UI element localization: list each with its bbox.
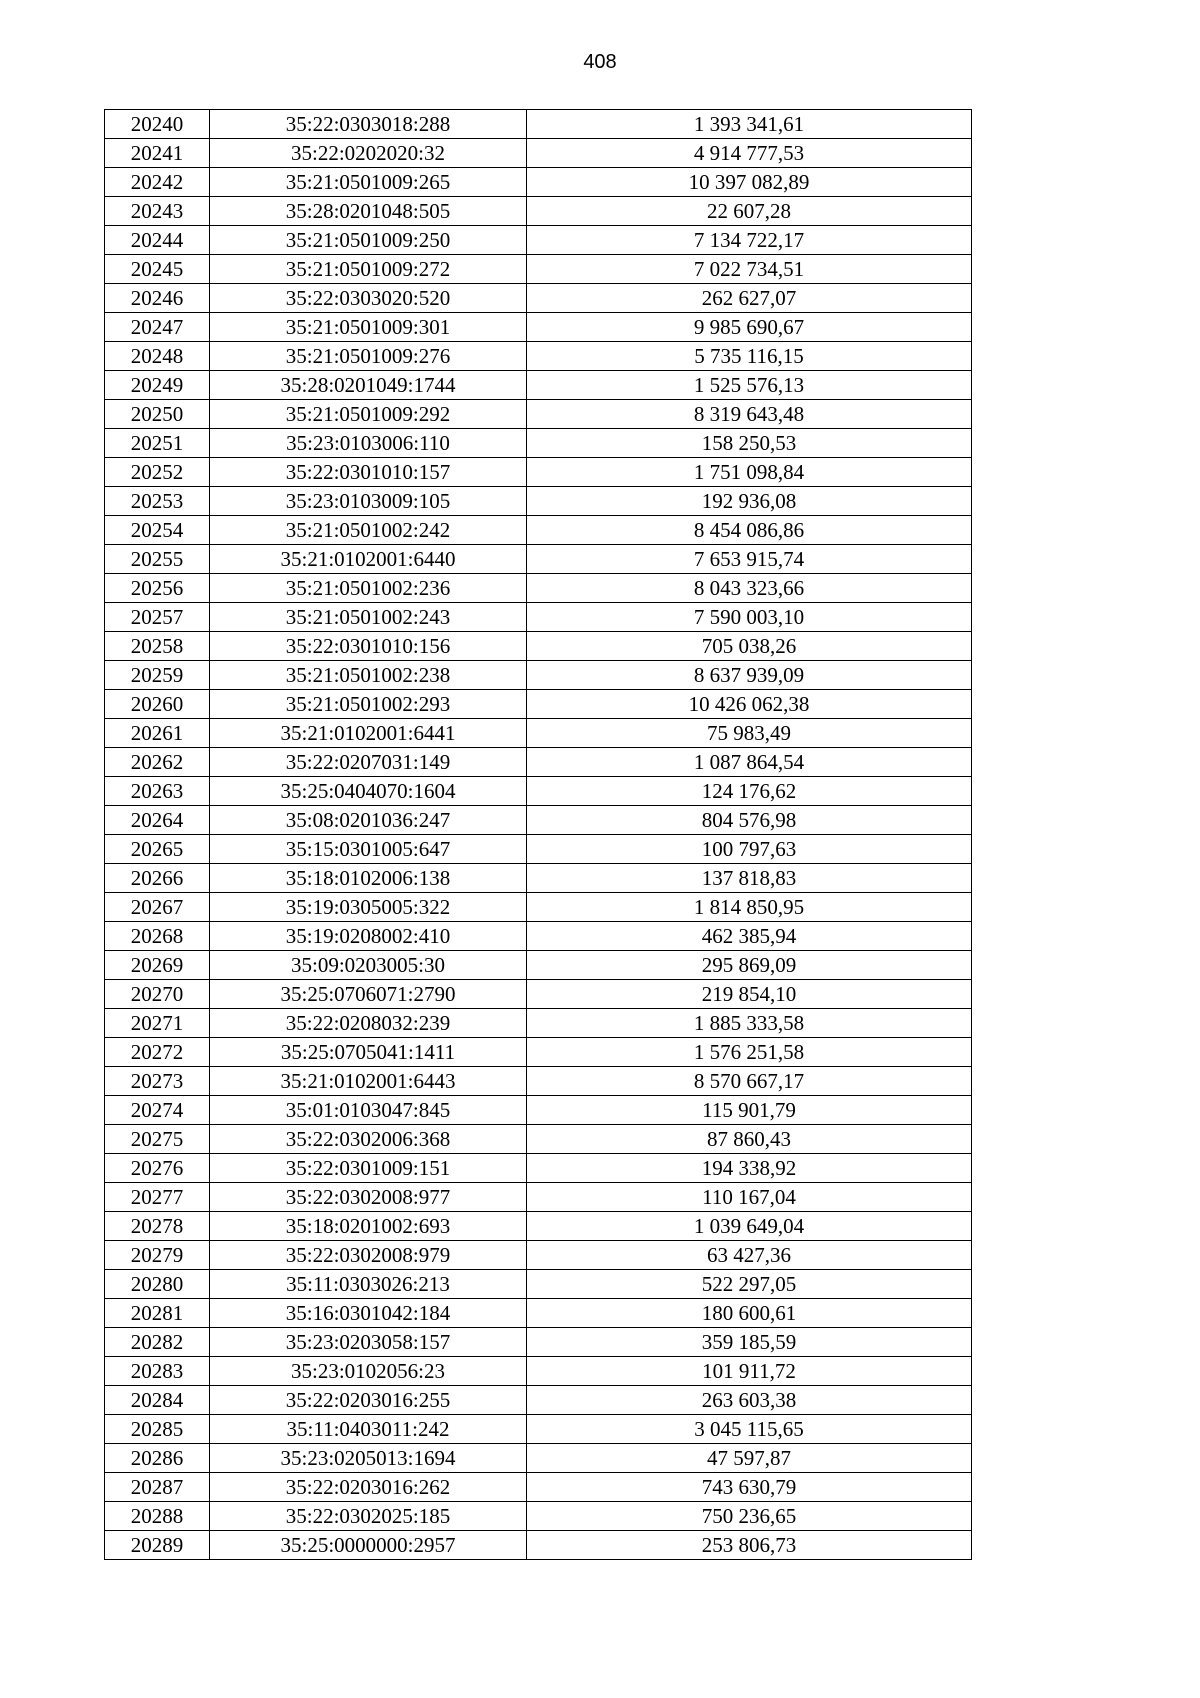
- cadastral-value-cell: 7 653 915,74: [527, 545, 972, 574]
- cadastral-value-cell: 87 860,43: [527, 1125, 972, 1154]
- cadastral-value-cell: 1 576 251,58: [527, 1038, 972, 1067]
- cadastral-number-cell: 35:25:0000000:2957: [210, 1531, 527, 1560]
- row-number-cell: 20240: [105, 110, 210, 139]
- table-row: [105, 313, 972, 342]
- cadastral-number-cell: 35:16:0301042:184: [210, 1299, 527, 1328]
- cadastral-value-cell: 462 385,94: [527, 922, 972, 951]
- table-row: [105, 574, 972, 603]
- cadastral-value-cell: 3 045 115,65: [527, 1415, 972, 1444]
- cadastral-number-cell: 35:08:0201036:247: [210, 806, 527, 835]
- cadastral-number-cell: 35:21:0501002:236: [210, 574, 527, 603]
- row-number-cell: 20252: [105, 458, 210, 487]
- table-row: [105, 603, 972, 632]
- table-row: [105, 342, 972, 371]
- cadastral-value-cell: 194 338,92: [527, 1154, 972, 1183]
- cadastral-value-cell: 47 597,87: [527, 1444, 972, 1473]
- cadastral-number-cell: 35:22:0301009:151: [210, 1154, 527, 1183]
- table-row: [105, 748, 972, 777]
- cadastral-number-cell: 35:22:0302008:979: [210, 1241, 527, 1270]
- table-row: [105, 1328, 972, 1357]
- row-number-cell: 20267: [105, 893, 210, 922]
- cadastral-value-cell: 8 043 323,66: [527, 574, 972, 603]
- cadastral-value-cell: 295 869,09: [527, 951, 972, 980]
- cadastral-number-cell: 35:19:0305005:322: [210, 893, 527, 922]
- cadastral-number-cell: 35:21:0501009:301: [210, 313, 527, 342]
- cadastral-value-cell: 158 250,53: [527, 429, 972, 458]
- cadastral-number-cell: 35:09:0203005:30: [210, 951, 527, 980]
- table-row: [105, 429, 972, 458]
- table-row: [105, 1502, 972, 1531]
- table-row: [105, 1473, 972, 1502]
- cadastral-value-cell: 253 806,73: [527, 1531, 972, 1560]
- cadastral-number-cell: 35:23:0103006:110: [210, 429, 527, 458]
- row-number-cell: 20261: [105, 719, 210, 748]
- table-row: [105, 1299, 972, 1328]
- row-number-cell: 20262: [105, 748, 210, 777]
- cadastral-value-cell: 75 983,49: [527, 719, 972, 748]
- table-row: [105, 1009, 972, 1038]
- row-number-cell: 20274: [105, 1096, 210, 1125]
- table-row: [105, 1212, 972, 1241]
- row-number-cell: 20253: [105, 487, 210, 516]
- cadastral-value-cell: 22 607,28: [527, 197, 972, 226]
- cadastral-value-cell: 8 454 086,86: [527, 516, 972, 545]
- cadastral-value-cell: 1 814 850,95: [527, 893, 972, 922]
- cadastral-number-cell: 35:23:0103009:105: [210, 487, 527, 516]
- row-number-cell: 20289: [105, 1531, 210, 1560]
- cadastral-value-cell: 8 319 643,48: [527, 400, 972, 429]
- table-row: [105, 1241, 972, 1270]
- cadastral-number-cell: 35:25:0404070:1604: [210, 777, 527, 806]
- cadastral-number-cell: 35:28:0201049:1744: [210, 371, 527, 400]
- cadastral-number-cell: 35:22:0203016:262: [210, 1473, 527, 1502]
- table-row: [105, 1154, 972, 1183]
- cadastral-number-cell: 35:22:0302025:185: [210, 1502, 527, 1531]
- cadastral-number-cell: 35:18:0201002:693: [210, 1212, 527, 1241]
- page-number: 408: [583, 51, 617, 73]
- table-row: [105, 1270, 972, 1299]
- table-row: [105, 1444, 972, 1473]
- cadastral-value-cell: 743 630,79: [527, 1473, 972, 1502]
- table-row: [105, 197, 972, 226]
- row-number-cell: 20266: [105, 864, 210, 893]
- table-row: [105, 632, 972, 661]
- row-number-cell: 20257: [105, 603, 210, 632]
- cadastral-number-cell: 35:21:0501002:293: [210, 690, 527, 719]
- cadastral-number-cell: 35:22:0202020:32: [210, 139, 527, 168]
- table-row: [105, 545, 972, 574]
- row-number-cell: 20282: [105, 1328, 210, 1357]
- cadastral-number-cell: 35:22:0302008:977: [210, 1183, 527, 1212]
- row-number-cell: 20246: [105, 284, 210, 313]
- row-number-cell: 20251: [105, 429, 210, 458]
- cadastral-number-cell: 35:21:0102001:6443: [210, 1067, 527, 1096]
- row-number-cell: 20277: [105, 1183, 210, 1212]
- cadastral-number-cell: 35:21:0501002:242: [210, 516, 527, 545]
- cadastral-value-cell: 804 576,98: [527, 806, 972, 835]
- table-row: [105, 168, 972, 197]
- cadastral-value-cell: 262 627,07: [527, 284, 972, 313]
- cadastral-value-cell: 5 735 116,15: [527, 342, 972, 371]
- row-number-cell: 20258: [105, 632, 210, 661]
- cadastral-value-cell: 101 911,72: [527, 1357, 972, 1386]
- table-row: [105, 1038, 972, 1067]
- cadastral-value-cell: 7 590 003,10: [527, 603, 972, 632]
- row-number-cell: 20280: [105, 1270, 210, 1299]
- cadastral-value-cell: 115 901,79: [527, 1096, 972, 1125]
- cadastral-number-cell: 35:18:0102006:138: [210, 864, 527, 893]
- cadastral-number-cell: 35:25:0705041:1411: [210, 1038, 527, 1067]
- table-row: [105, 690, 972, 719]
- cadastral-value-cell: 1 751 098,84: [527, 458, 972, 487]
- row-number-cell: 20284: [105, 1386, 210, 1415]
- row-number-cell: 20248: [105, 342, 210, 371]
- row-number-cell: 20285: [105, 1415, 210, 1444]
- row-number-cell: 20286: [105, 1444, 210, 1473]
- cadastral-value-cell: 1 039 649,04: [527, 1212, 972, 1241]
- row-number-cell: 20243: [105, 197, 210, 226]
- table-row: [105, 1531, 972, 1560]
- cadastral-number-cell: 35:22:0207031:149: [210, 748, 527, 777]
- table-row: [105, 980, 972, 1009]
- cadastral-number-cell: 35:23:0205013:1694: [210, 1444, 527, 1473]
- cadastral-number-cell: 35:23:0203058:157: [210, 1328, 527, 1357]
- row-number-cell: 20254: [105, 516, 210, 545]
- cadastral-number-cell: 35:21:0501002:243: [210, 603, 527, 632]
- row-number-cell: 20263: [105, 777, 210, 806]
- row-number-cell: 20245: [105, 255, 210, 284]
- cadastral-number-cell: 35:21:0501009:250: [210, 226, 527, 255]
- cadastral-number-cell: 35:22:0301010:156: [210, 632, 527, 661]
- cadastral-value-cell: 7 134 722,17: [527, 226, 972, 255]
- cadastral-number-cell: 35:01:0103047:845: [210, 1096, 527, 1125]
- table-row: [105, 777, 972, 806]
- row-number-cell: 20269: [105, 951, 210, 980]
- cadastral-number-cell: 35:22:0301010:157: [210, 458, 527, 487]
- row-number-cell: 20287: [105, 1473, 210, 1502]
- cadastral-value-cell: 1 393 341,61: [527, 110, 972, 139]
- cadastral-number-cell: 35:21:0501009:292: [210, 400, 527, 429]
- table-row: [105, 516, 972, 545]
- row-number-cell: 20241: [105, 139, 210, 168]
- cadastral-value-cell: 124 176,62: [527, 777, 972, 806]
- row-number-cell: 20283: [105, 1357, 210, 1386]
- table-row: [105, 1386, 972, 1415]
- cadastral-number-cell: 35:22:0203016:255: [210, 1386, 527, 1415]
- cadastral-value-cell: 359 185,59: [527, 1328, 972, 1357]
- cadastral-value-cell: 8 570 667,17: [527, 1067, 972, 1096]
- cadastral-value-cell: 7 022 734,51: [527, 255, 972, 284]
- table-row: [105, 1183, 972, 1212]
- cadastral-value-cell: 100 797,63: [527, 835, 972, 864]
- cadastral-number-cell: 35:28:0201048:505: [210, 197, 527, 226]
- cadastral-value-cell: 1 885 333,58: [527, 1009, 972, 1038]
- row-number-cell: 20275: [105, 1125, 210, 1154]
- row-number-cell: 20250: [105, 400, 210, 429]
- table-row: [105, 458, 972, 487]
- cadastral-value-table: [104, 109, 972, 1560]
- table-row: [105, 1125, 972, 1154]
- cadastral-value-cell: 8 637 939,09: [527, 661, 972, 690]
- cadastral-value-cell: 180 600,61: [527, 1299, 972, 1328]
- cadastral-number-cell: 35:19:0208002:410: [210, 922, 527, 951]
- cadastral-number-cell: 35:25:0706071:2790: [210, 980, 527, 1009]
- cadastral-number-cell: 35:21:0501009:276: [210, 342, 527, 371]
- table-row: [105, 951, 972, 980]
- row-number-cell: 20255: [105, 545, 210, 574]
- table-row: [105, 110, 972, 139]
- row-number-cell: 20259: [105, 661, 210, 690]
- cadastral-number-cell: 35:22:0302006:368: [210, 1125, 527, 1154]
- cadastral-number-cell: 35:21:0102001:6440: [210, 545, 527, 574]
- row-number-cell: 20244: [105, 226, 210, 255]
- row-number-cell: 20272: [105, 1038, 210, 1067]
- table-row: [105, 371, 972, 400]
- table-row: [105, 139, 972, 168]
- cadastral-number-cell: 35:21:0102001:6441: [210, 719, 527, 748]
- row-number-cell: 20288: [105, 1502, 210, 1531]
- cadastral-value-cell: 63 427,36: [527, 1241, 972, 1270]
- cadastral-value-cell: 1 087 864,54: [527, 748, 972, 777]
- table-row: [105, 719, 972, 748]
- table-row: [105, 1415, 972, 1444]
- row-number-cell: 20276: [105, 1154, 210, 1183]
- table-row: [105, 226, 972, 255]
- table-row: [105, 835, 972, 864]
- cadastral-value-cell: 4 914 777,53: [527, 139, 972, 168]
- row-number-cell: 20268: [105, 922, 210, 951]
- table-row: [105, 922, 972, 951]
- table-row: [105, 864, 972, 893]
- cadastral-value-cell: 219 854,10: [527, 980, 972, 1009]
- cadastral-value-cell: 192 936,08: [527, 487, 972, 516]
- table-row: [105, 400, 972, 429]
- table-row: [105, 1357, 972, 1386]
- cadastral-number-cell: 35:23:0102056:23: [210, 1357, 527, 1386]
- cadastral-value-cell: 263 603,38: [527, 1386, 972, 1415]
- row-number-cell: 20278: [105, 1212, 210, 1241]
- row-number-cell: 20279: [105, 1241, 210, 1270]
- row-number-cell: 20242: [105, 168, 210, 197]
- table-body: [105, 110, 972, 1560]
- row-number-cell: 20270: [105, 980, 210, 1009]
- row-number-cell: 20256: [105, 574, 210, 603]
- table-row: [105, 1067, 972, 1096]
- table-row: [105, 893, 972, 922]
- cadastral-number-cell: 35:22:0208032:239: [210, 1009, 527, 1038]
- cadastral-number-cell: 35:21:0501009:272: [210, 255, 527, 284]
- cadastral-value-cell: 10 397 082,89: [527, 168, 972, 197]
- cadastral-value-cell: 705 038,26: [527, 632, 972, 661]
- row-number-cell: 20273: [105, 1067, 210, 1096]
- table-row: [105, 255, 972, 284]
- cadastral-value-cell: 10 426 062,38: [527, 690, 972, 719]
- cadastral-number-cell: 35:21:0501009:265: [210, 168, 527, 197]
- cadastral-number-cell: 35:11:0403011:242: [210, 1415, 527, 1444]
- row-number-cell: 20249: [105, 371, 210, 400]
- row-number-cell: 20247: [105, 313, 210, 342]
- table-row: [105, 661, 972, 690]
- cadastral-value-cell: 137 818,83: [527, 864, 972, 893]
- table-row: [105, 284, 972, 313]
- row-number-cell: 20264: [105, 806, 210, 835]
- cadastral-value-cell: 1 525 576,13: [527, 371, 972, 400]
- cadastral-number-cell: 35:21:0501002:238: [210, 661, 527, 690]
- cadastral-number-cell: 35:15:0301005:647: [210, 835, 527, 864]
- row-number-cell: 20260: [105, 690, 210, 719]
- cadastral-value-cell: 522 297,05: [527, 1270, 972, 1299]
- cadastral-number-cell: 35:11:0303026:213: [210, 1270, 527, 1299]
- row-number-cell: 20281: [105, 1299, 210, 1328]
- table-row: [105, 1096, 972, 1125]
- cadastral-number-cell: 35:22:0303018:288: [210, 110, 527, 139]
- table-row: [105, 487, 972, 516]
- cadastral-number-cell: 35:22:0303020:520: [210, 284, 527, 313]
- cadastral-value-cell: 110 167,04: [527, 1183, 972, 1212]
- cadastral-value-cell: 9 985 690,67: [527, 313, 972, 342]
- cadastral-value-cell: 750 236,65: [527, 1502, 972, 1531]
- table-row: [105, 806, 972, 835]
- row-number-cell: 20265: [105, 835, 210, 864]
- row-number-cell: 20271: [105, 1009, 210, 1038]
